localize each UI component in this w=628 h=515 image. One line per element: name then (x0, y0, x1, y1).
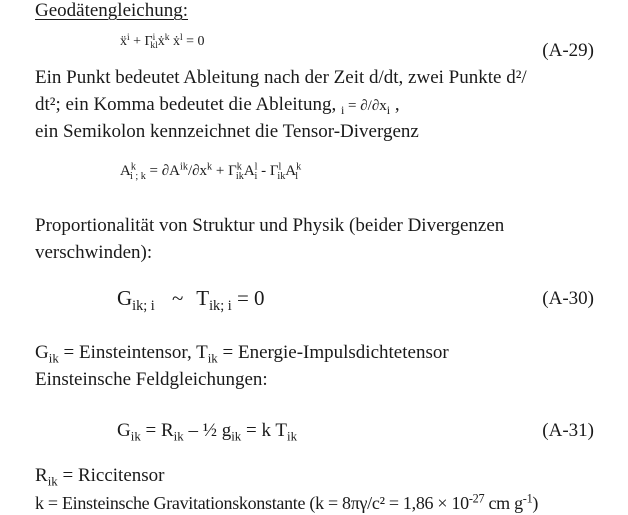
equals-zero: = 0 (182, 34, 205, 49)
tensor-G: G (117, 420, 131, 441)
equation-number: (A-31) (542, 420, 594, 441)
tensor-G: G (35, 342, 49, 363)
definition-line (35, 492, 538, 514)
definition-line (35, 342, 449, 364)
field-equation (117, 420, 297, 442)
geodesic-equation (120, 31, 205, 53)
sup: l (254, 161, 258, 173)
sub: kl (150, 41, 158, 52)
tensor-R: R (35, 465, 48, 486)
sup: l (278, 161, 282, 173)
x-dot: ẋ (169, 34, 180, 49)
text: = Energie-Impulsdichtetensor (217, 342, 449, 363)
gamma-term: + Γ (212, 163, 237, 179)
sub: ik (287, 428, 298, 444)
equation-number: (A-30) (542, 288, 594, 309)
x-dot: ẋ (157, 34, 165, 49)
paragraph-line: Einsteinsche Feldgleichungen: (35, 369, 268, 390)
equals-zero: = 0 (231, 286, 265, 310)
derivative-operator: = ∂/∂x (344, 98, 387, 114)
paragraph-line: Ein Punkt bedeutet Ableitung nach der Zeit d/dt, zwei Punkte d²/ (35, 67, 527, 88)
gamma-term: + Γ (129, 34, 153, 49)
sup: l (179, 32, 183, 43)
proportional-symbol: ~ (172, 286, 184, 310)
text: k = Einsteinsche Gravitationskonstante (k = 8πγ/c² = 1,86 × 10 (35, 493, 469, 513)
sub: ik (47, 473, 58, 489)
sup: ik (180, 161, 188, 173)
partial-x: /∂x (187, 163, 208, 179)
paragraph-line: ein Semikolon kennzeichnet die Tensor-Divergenz (35, 121, 419, 142)
sub: i (340, 103, 345, 118)
x-double-dot: ẍ (120, 34, 127, 49)
sup: k (207, 161, 213, 173)
sub: ik (48, 350, 59, 366)
text: ) (532, 493, 539, 513)
sub: l (295, 170, 299, 182)
tensor-G: G (117, 286, 133, 310)
tensor-A: A (285, 163, 297, 179)
sub: ik (231, 428, 242, 444)
energy-term: = k T (241, 420, 287, 441)
paragraph-line (35, 94, 400, 117)
sup: k (130, 161, 136, 173)
tensor-A: A (243, 163, 255, 179)
ricci-term: = R (140, 420, 174, 441)
equation-number: (A-29) (542, 40, 594, 61)
sup: k (236, 161, 242, 173)
gamma-term: - Γ (257, 163, 279, 179)
sup: k (296, 161, 302, 173)
text: = Riccitensor (57, 465, 165, 486)
text: = Einsteintensor, T (58, 342, 208, 363)
sup: k (164, 32, 170, 43)
sup: i (152, 32, 156, 43)
partial-term: = ∂A (145, 163, 181, 179)
tensor-T: T (196, 286, 210, 310)
paragraph-line: verschwinden): (35, 242, 153, 263)
sub: i (254, 170, 258, 182)
divergence-equation (120, 160, 302, 182)
sub: ik (173, 428, 184, 444)
text: , (390, 94, 400, 115)
text: cm g (484, 493, 523, 513)
sup: -1 (522, 491, 533, 506)
text: dt²; ein Komma bedeutet die Ableitung, (35, 94, 337, 115)
sub: i ; k (129, 170, 146, 182)
metric-term: – ½ g (183, 420, 232, 441)
sub: ik (130, 428, 141, 444)
sub: ik; i (209, 297, 232, 314)
sub: ik; i (132, 297, 155, 314)
definition-line (35, 465, 164, 487)
paragraph-line: Proportionalität von Struktur und Physik (beider Divergenzen (35, 215, 505, 236)
sub: ik (235, 170, 244, 182)
tensor-A: A (120, 163, 131, 179)
section-heading: Geodätengleichung: (35, 0, 189, 21)
proportionality-equation (117, 286, 265, 314)
sup: i (127, 32, 130, 43)
sup: -27 (468, 491, 485, 506)
sub: i (386, 103, 391, 118)
sub: ik (277, 170, 286, 182)
sub: ik (207, 350, 218, 366)
